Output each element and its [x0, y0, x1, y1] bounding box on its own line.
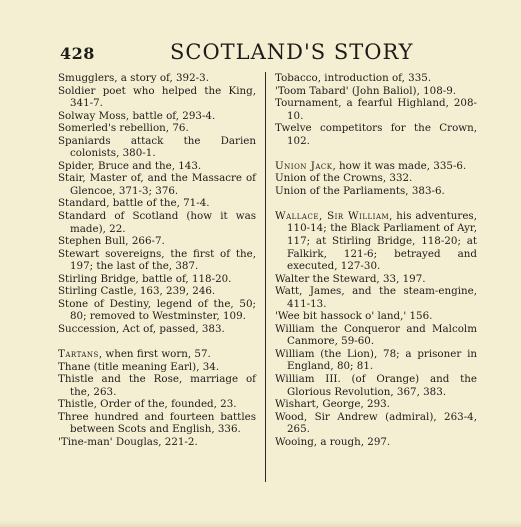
index-entry-text: Standard, battle of the, 71-4. — [58, 197, 210, 210]
index-entry — [58, 298, 256, 323]
column-divider — [265, 72, 266, 482]
index-entry-text: Twelve competitors for the Crown, 102. — [275, 122, 477, 147]
running-title: SCOTLAND'S STORY — [170, 40, 414, 64]
index-entry-text: Walter the Steward, 33, 197. — [275, 272, 426, 285]
index-entry-text: Standard of Scotland (how it was made), 22. — [58, 210, 256, 235]
index-entry — [275, 122, 477, 147]
index-entry-text: Stirling Bridge, battle of, 118-20. — [58, 272, 232, 285]
index-entry-text: Solway Moss, battle of, 293-4. — [58, 109, 216, 122]
index-entry — [58, 197, 256, 210]
index-entry — [58, 436, 256, 449]
index-entry — [58, 235, 256, 248]
index-entry-text: Succession, Act of, passed, 383. — [58, 322, 225, 335]
index-entry — [275, 285, 477, 310]
index-entry — [275, 273, 477, 286]
index-entry-text: Smugglers, a story of, 392-3. — [58, 72, 209, 84]
index-entry-text: Spider, Bruce and the, 143. — [58, 159, 202, 172]
index-entry-text: 'Tine-man' Douglas, 221-2. — [58, 435, 198, 448]
index-entry — [275, 160, 477, 173]
index-entry — [58, 110, 256, 123]
index-entry-lead: Tartans — [58, 347, 99, 360]
index-entry — [275, 310, 477, 323]
index-column-left — [58, 72, 256, 448]
index-entry-text: Three hundred and fourteen battles between Scots and English, 336. — [58, 410, 256, 436]
index-entry — [275, 348, 477, 373]
index-entry — [58, 323, 256, 336]
index-entry-text: Wood, Sir Andrew (admiral), 263-4, 265. — [275, 410, 477, 436]
index-entry — [275, 185, 477, 198]
index-entry-text: , when first worn, 57. — [98, 347, 211, 360]
page-number: 428 — [60, 44, 95, 63]
index-entry — [58, 248, 256, 273]
index-entry — [58, 122, 256, 135]
index-entry-text: Stirling Castle, 163, 239, 246. — [58, 285, 216, 298]
index-entry — [58, 398, 256, 411]
index-entry-text: William (the Lion), 78; a prisoner in England, 80; 81. — [275, 347, 477, 373]
index-entry — [58, 210, 256, 235]
page-edge-shadow — [0, 521, 521, 527]
index-entry — [275, 436, 477, 449]
index-entry-text: , how it was made, 335-6. — [332, 159, 467, 172]
index-entry-text: Tobacco, introduction of, 335. — [275, 72, 432, 84]
page-header — [60, 40, 470, 66]
index-entry — [275, 97, 477, 122]
section-gap — [58, 335, 256, 348]
index-entry — [58, 361, 256, 374]
index-entry-lead: Union Jack — [275, 159, 333, 172]
index-entry-text: Spaniards attack the Darien colonists, 380-1. — [58, 134, 256, 160]
index-entry-text: Stair, Master of, and the Massacre of Glencoe, 371-3; 376. — [58, 172, 256, 197]
index-entry-text: 'Wee bit hassock o' land,' 156. — [275, 310, 433, 323]
index-entry-text: Stephen Bull, 266-7. — [58, 235, 165, 248]
index-entry-text: Watt, James, and the steam-engine, 411-13. — [275, 285, 477, 310]
index-entry-text: , his adventures, 110-14; the Black Parliament of Ayr, 117; at Stirling Bridge, 118-20; at Falkirk, 121-6; betrayed and executed, 127-30. — [287, 209, 477, 273]
index-entry-text: Thistle and the Rose, marriage of the, 263. — [58, 373, 256, 398]
index-entry — [275, 172, 477, 185]
index-entry-text: Stewart sovereigns, the first of the, 197; the last of the, 387. — [58, 247, 256, 273]
index-entry-text: William the Conqueror and Malcolm Canmore, 59-60. — [275, 322, 477, 348]
index-entry — [58, 135, 256, 160]
section-gap — [275, 147, 477, 160]
index-entry — [58, 285, 256, 298]
index-entry — [58, 160, 256, 173]
index-entry — [275, 210, 477, 273]
index-entry — [275, 411, 477, 436]
index-entry-text: Tournament, a fearful Highland, 208-10. — [275, 97, 477, 122]
index-entry-text: Thane (title meaning Earl), 34. — [58, 360, 220, 373]
index-entry — [58, 273, 256, 286]
index-entry — [275, 323, 477, 348]
index-entry-text: Wishart, George, 293. — [275, 398, 390, 411]
index-entry — [58, 348, 256, 361]
index-entry-text: Union of the Crowns, 332. — [275, 172, 413, 185]
index-entry — [58, 411, 256, 436]
index-entry-text: Soldier poet who helped the King, 341-7. — [58, 84, 256, 110]
index-entry — [58, 172, 256, 197]
index-entry — [275, 398, 477, 411]
index-entry-text: 'Toom Tabard' (John Baliol), 108-9. — [275, 84, 457, 97]
index-entry-text: Wooing, a rough, 297. — [275, 435, 391, 448]
index-entry-text: Union of the Parliaments, 383-6. — [275, 184, 445, 197]
index-entry — [275, 85, 477, 98]
index-entry — [275, 373, 477, 398]
index-column-right — [275, 72, 477, 448]
index-entry — [58, 85, 256, 110]
index-entry — [275, 72, 477, 85]
index-entry — [58, 72, 256, 85]
index-entry-text: Stone of Destiny, legend of the, 50; 80; removed to Westminster, 109. — [58, 297, 256, 323]
section-gap — [275, 197, 477, 210]
index-entry-text: William III. (of Orange) and the Glorious Revolution, 367, 383. — [275, 373, 477, 398]
index-entry-lead: Wallace, Sir William — [275, 209, 390, 222]
index-entry-text: Thistle, Order of the, founded, 23. — [58, 398, 237, 411]
index-entry — [58, 373, 256, 398]
index-entry-text: Somerled's rebellion, 76. — [58, 122, 189, 135]
